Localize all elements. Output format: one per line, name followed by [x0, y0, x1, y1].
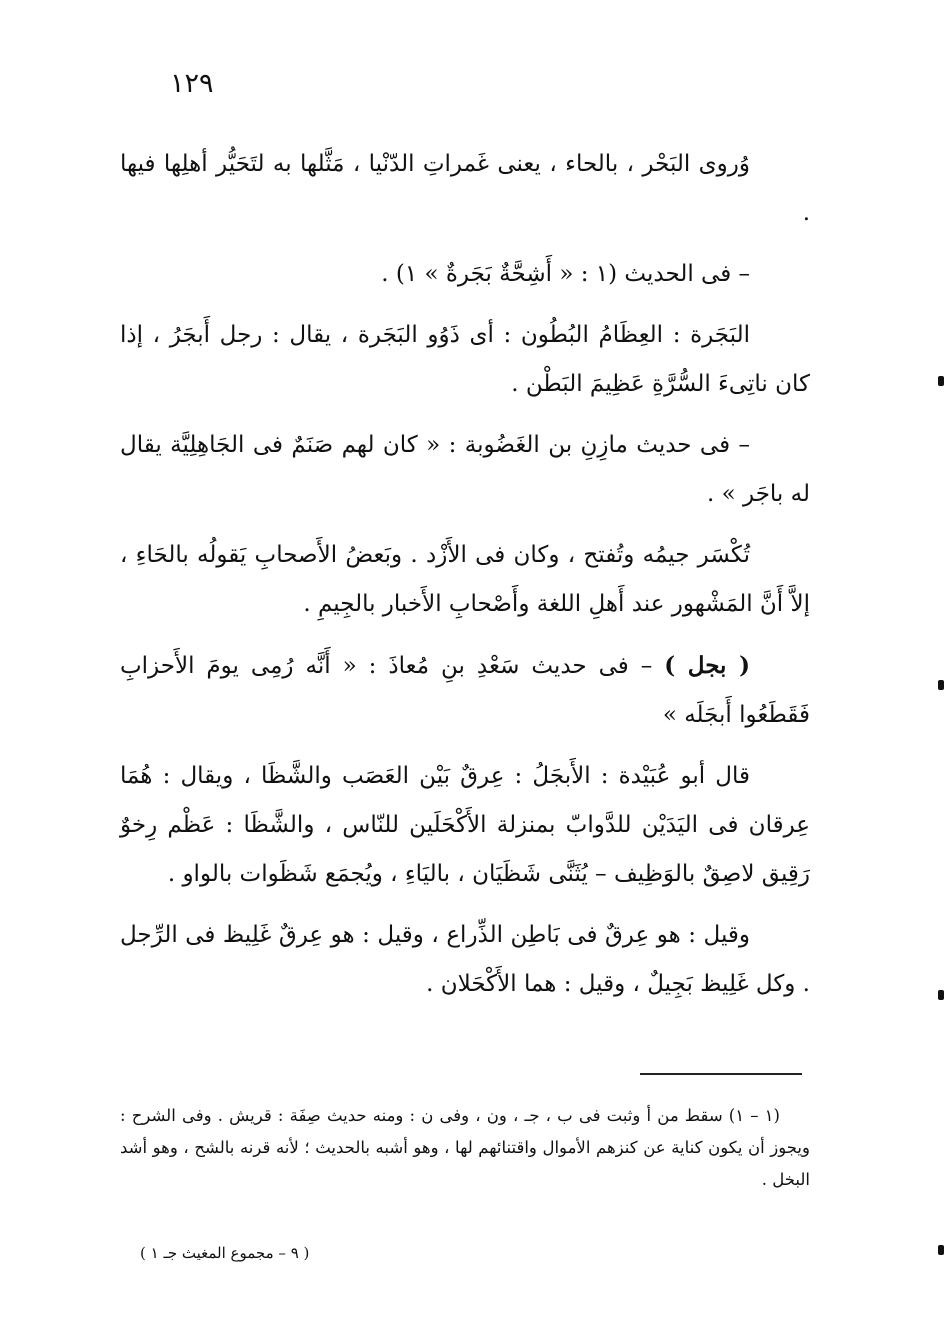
main-text	[120, 140, 810, 1021]
paragraph: – فى الحديث (١ : « أَشِحَّةٌ بَجَرةٌ » ١) .	[381, 261, 750, 287]
margin-mark	[938, 376, 944, 386]
margin-mark	[938, 680, 944, 690]
paragraph: تُكْسَر جيمُه وتُفتح ، وكان فى الأَزْد . وبَعضُ الأَصحابِ يَقولُه بالحَاءِ ، إلاَّ أَنَّ المَشْهور عند أَهلِ اللغة وأَصْحابِ الأَخبار بالجِيمِ .	[120, 542, 810, 617]
signature-line: ( ٩ – مجموع المغيث جـ ١ )	[140, 1244, 310, 1262]
paragraph: وقيل : هو عِرقٌ فى بَاطِن الذِّراع ، وقيل : هو عِرقٌ غَلِيظ فى الرِّجل . وكل غَلِيظ بَجِيلٌ ، وقيل : هما الأَكْحَلان .	[120, 922, 810, 997]
paragraph: وُروى البَحْر ، بالحاء ، يعنى غَمراتِ الدّنْيا ، مَثَّلها به لتَحَيُّر أهلِها فيها .	[120, 151, 810, 226]
entry-heading: ( بجل )	[664, 652, 750, 679]
entry-text: – فى حديث سَعْدِ بنِ مُعاذَ : « أَنَّه رُمِى يومَ الأَحزابِ فَقَطَعُوا أَبجَلَه »	[120, 653, 810, 728]
paragraph: قال أبو عُبَيْدة : الأَبجَلُ : عِرقٌ بَيْن العَصَب والشَّظَا ، ويقال : هُمَا عِرقان فى اليَدَيْن للدَّوابّ بمنزلة الأَكْحَلَين للنّاس ، والشَّظَا : عَظْم رِخوٌ رَقِيق لاصِقٌ بالوَظِيف – يُثَنَّى شَظَيَان ، باليَاءِ ، ويُجمَع شَظَوات بالواو .	[120, 763, 810, 887]
margin-mark	[938, 1245, 944, 1255]
margin-mark	[938, 990, 944, 1000]
footnote: (١ – ١) سقط من أ وثبت فى ب ، جـ ، ون ، وفى ن : ومنه حديث صِفَة : قريش . وفى الشرح : ويجوز أن يكون كناية عن كنزهم الأموال واقتنائهم لها ، وهو أشبه بالحديث ؛ لأنه قرنه بالشح ، وهو أشد البخل .	[120, 1106, 810, 1189]
paragraph: – فى حديث مازِنِ بن الغَضُوبة : « كان لهم صَنَمٌ فى الجَاهِلِيَّة يقال له باجَر » .	[120, 432, 810, 507]
paragraph: البَجَرة : العِظَامُ البُطُون : أى ذَوُو البَجَرة ، يقال : رجل أَبجَرُ ، إذا كان ناتِىءَ السُّرَّةِ عَظِيمَ البَطْن .	[120, 322, 810, 397]
paragraph-entry-bjl	[120, 641, 810, 740]
footnotes	[120, 1100, 810, 1196]
page-number: ١٢٩	[170, 68, 214, 99]
footnote-divider	[640, 1073, 802, 1075]
